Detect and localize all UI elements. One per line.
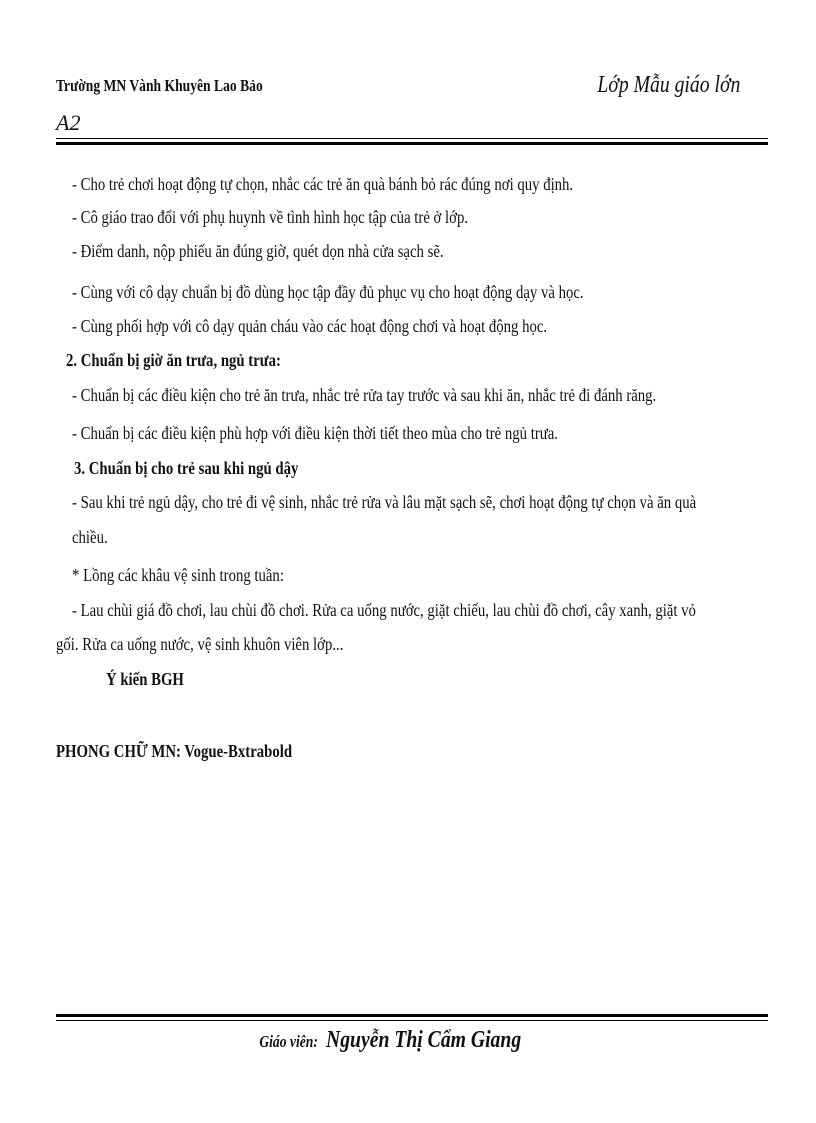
paragraph-line: - Cho trẻ chơi hoạt động tự chọn, nhắc các trẻ ăn quà bánh bỏ rác đúng nơi quy định. [72, 174, 574, 194]
font-note: PHONG CHỮ MN: Vogue-Bxtrabold [56, 741, 293, 761]
footer-rule-thick [56, 1014, 768, 1017]
paragraph-line: - Điểm danh, nộp phiếu ăn đúng giờ, quét dọn nhà cửa sạch sẽ. [72, 241, 444, 261]
header-rule-thick [56, 142, 768, 145]
header-rule-thin [56, 138, 768, 139]
paragraph-line: - Sau khi trẻ ngủ dậy, cho trẻ đi vệ sinh, nhắc trẻ rửa và lâu mặt sạch sẽ, chơi hoạt động tự chọn và ăn quà [72, 492, 697, 512]
teacher-label: Giáo viên: [259, 1032, 319, 1051]
teacher-signature [0, 1027, 816, 1054]
paragraph-line: * Lồng các khâu vệ sinh trong tuần: [72, 565, 284, 585]
paragraph-line: - Cùng với cô dạy chuẩn bị đồ dùng học tập đầy đủ phục vụ cho hoạt động dạy và học. [72, 282, 584, 302]
section-heading: 2. Chuẩn bị giờ ăn trưa, ngủ trưa: [66, 350, 281, 370]
subclass-label: A2 [56, 110, 81, 135]
paragraph-line: chiều. [72, 527, 108, 547]
paragraph-line: - Lau chùi giá đồ chơi, lau chùi đồ chơi. Rửa ca uống nước, giặt chiếu, lau chùi đồ chơi, cây xanh, giặt vỏ [72, 600, 696, 620]
paragraph-line: - Cùng phối hợp với cô dạy quản cháu vào các hoạt động chơi và hoạt động học. [72, 316, 548, 336]
opinion-label: Ý kiến BGH [106, 669, 184, 689]
teacher-name: Nguyễn Thị Cẩm Giang [325, 1027, 521, 1053]
school-name: Trường MN Vành Khuyên Lao Bảo [56, 76, 263, 95]
paragraph-line: - Chuẩn bị các điều kiện phù hợp với điều kiện thời tiết theo mùa cho trẻ ngủ trưa. [72, 423, 558, 443]
footer-rule-thin [56, 1020, 768, 1021]
paragraph-line: - Cô giáo trao đổi với phụ huynh về tình hình học tập của trẻ ở lớp. [72, 207, 469, 227]
class-name: Lớp Mẫu giáo lớn [597, 72, 740, 98]
paragraph-line: - Chuẩn bị các điều kiện cho trẻ ăn trưa, nhắc trẻ rửa tay trước và sau khi ăn, nhắc trẻ đi đánh răng. [72, 385, 657, 405]
section-heading: 3. Chuẩn bị cho trẻ sau khi ngủ dậy [74, 458, 299, 478]
paragraph-line: gối. Rửa ca uống nước, vệ sinh khuôn viên lớp... [56, 634, 344, 654]
